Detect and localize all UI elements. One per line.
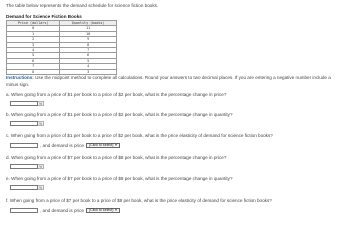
chevron-down-icon: ▼ — [114, 143, 118, 148]
table-row — [7, 69, 117, 74]
answer-e-input[interactable] — [10, 185, 38, 191]
select-label: (Click to select) — [88, 208, 114, 213]
answer-d-input[interactable] — [10, 164, 38, 170]
question-e: e. When going from a price of $7 per book to a price of $8 per book, what is the percentage change in quantity? — [6, 176, 233, 181]
quantity-cell: 3 — [60, 69, 117, 74]
price-cell: 6 — [7, 58, 60, 63]
quantity-cell: 5 — [60, 58, 117, 63]
elasticity-select-f[interactable] — [86, 208, 121, 214]
price-cell: 4 — [7, 48, 60, 53]
answer-b-row — [10, 120, 44, 127]
demand-is-price-text: , and demand is price — [40, 143, 84, 148]
answer-b-input[interactable] — [10, 121, 38, 127]
answer-f-input[interactable] — [10, 208, 38, 214]
answer-a-input[interactable] — [10, 101, 38, 107]
answer-a-row — [10, 100, 44, 107]
question-c: c. When going from a price of $1 per book to a price of $2 per book, what is the price elasticity of demand for science fiction books? — [6, 133, 273, 138]
chevron-down-icon: ▼ — [114, 208, 118, 213]
demand-table — [6, 20, 117, 75]
quantity-cell: 11 — [60, 26, 117, 31]
quantity-cell: 9 — [60, 37, 117, 42]
answer-c-row — [10, 142, 120, 149]
price-cell: 1 — [7, 31, 60, 36]
percent-unit: % — [38, 121, 42, 126]
question-f: f. When going from a price of $7 per book to a price of $8 per book, what is the price elasticity of demand for science fiction books? — [6, 198, 272, 203]
percent-unit: % — [38, 185, 42, 190]
demand-is-price-text: , and demand is price — [40, 208, 84, 213]
answer-f-row — [10, 207, 120, 214]
quantity-cell: 6 — [60, 53, 117, 58]
instructions-text: Use the midpoint method to complete all calculations. Round your answers to two decimal places. If you are entering a negative number include a minus sign. — [6, 75, 331, 87]
instructions-label: Instructions: — [6, 75, 34, 80]
price-cell: 0 — [7, 26, 60, 31]
instructions — [6, 75, 342, 88]
intro-text: The table below represents the demand schedule for science fiction books. — [6, 3, 159, 8]
elasticity-select-c[interactable] — [86, 143, 121, 149]
percent-unit: % — [38, 101, 42, 106]
question-d: d. When going from a price of $7 per book to a price of $8 per book, what is the percentage change in price? — [6, 155, 227, 160]
price-cell: 5 — [7, 53, 60, 58]
question-b: b. When going from a price of $1 per book to a price of $2 per book, what is the percentage change in quantity? — [6, 112, 233, 117]
answer-c-input[interactable] — [10, 143, 38, 149]
answer-e-row — [10, 184, 44, 191]
quantity-cell: 8 — [60, 42, 117, 47]
table-title: Demand for Science Fiction Books — [6, 14, 82, 19]
price-cell: 8 — [7, 69, 60, 74]
percent-unit: % — [38, 164, 42, 169]
quantity-header: Quantity (books) — [60, 21, 117, 26]
price-header: Price (dollars) — [7, 21, 60, 26]
price-cell: 2 — [7, 37, 60, 42]
question-a: a. When going from a price of $1 per book to a price of $2 per book, what is the percentage change in price? — [6, 92, 227, 97]
answer-d-row — [10, 163, 44, 170]
quantity-cell: 4 — [60, 64, 117, 69]
price-cell: 7 — [7, 64, 60, 69]
select-label: (Click to select) — [88, 143, 114, 148]
quantity-cell: 7 — [60, 48, 117, 53]
price-cell: 3 — [7, 42, 60, 47]
quantity-cell: 10 — [60, 31, 117, 36]
